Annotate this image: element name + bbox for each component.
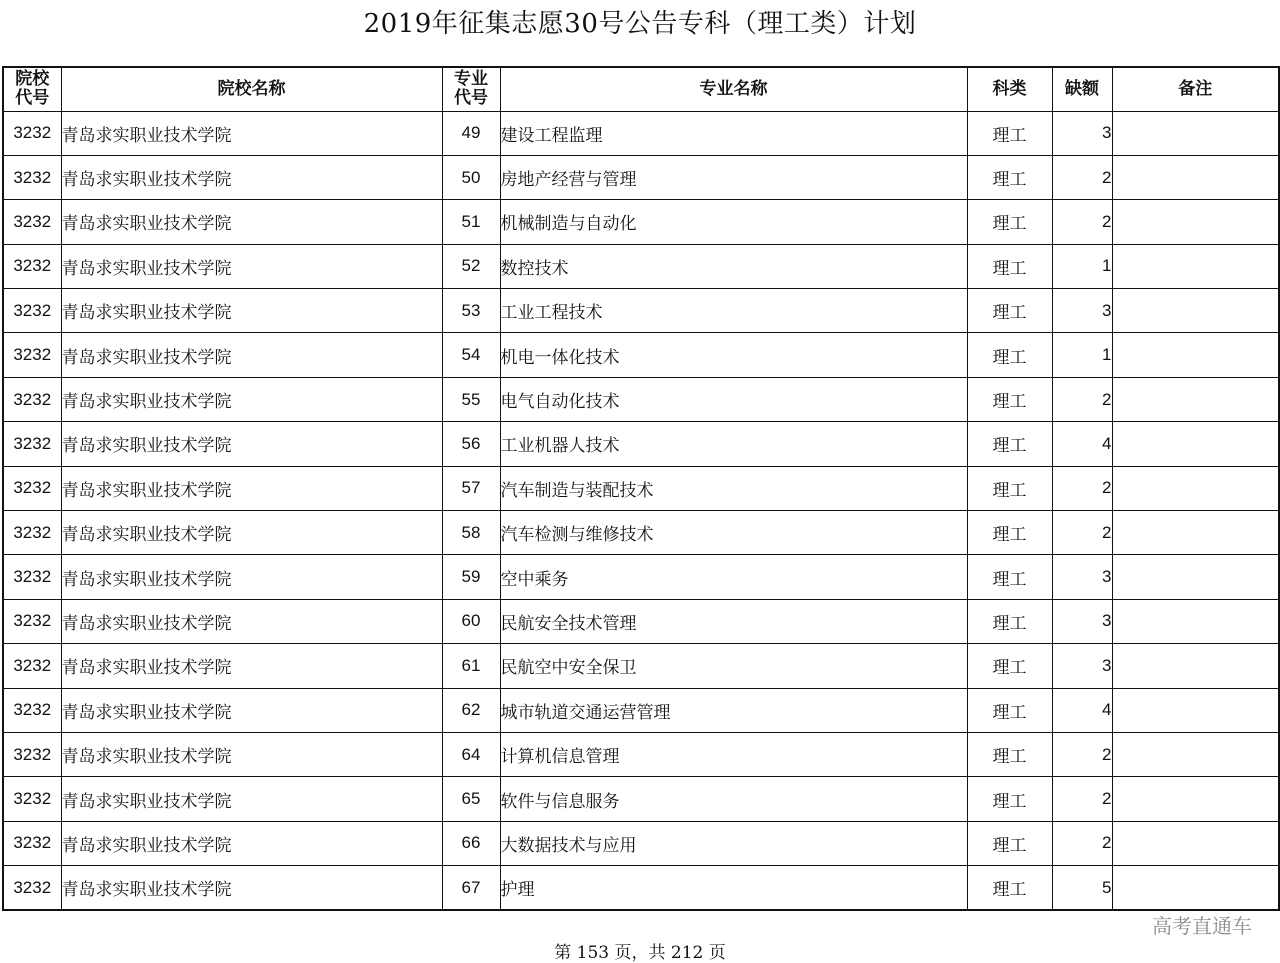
- cell-quota: 1: [1052, 244, 1112, 288]
- cell-quota: 1: [1052, 333, 1112, 377]
- table-row: [3, 821, 1279, 865]
- header-major-code: 专业 代号: [442, 67, 500, 111]
- cell-category: 理工: [967, 155, 1052, 199]
- cell-major-code: 56: [442, 422, 500, 466]
- cell-school-code: 3232: [3, 377, 61, 421]
- cell-major-name: 民航安全技术管理: [500, 599, 967, 643]
- table-row: [3, 377, 1279, 421]
- cell-quota: 3: [1052, 599, 1112, 643]
- cell-category: 理工: [967, 111, 1052, 155]
- header-school-name: 院校名称: [61, 67, 442, 111]
- cell-quota: 2: [1052, 777, 1112, 821]
- cell-school-code: 3232: [3, 732, 61, 776]
- cell-quota: 4: [1052, 688, 1112, 732]
- table-row: [3, 644, 1279, 688]
- cell-category: 理工: [967, 688, 1052, 732]
- cell-category: 理工: [967, 244, 1052, 288]
- cell-school-name: 青岛求实职业技术学院: [61, 244, 442, 288]
- cell-major-name: 汽车制造与装配技术: [500, 466, 967, 510]
- cell-major-code: 60: [442, 599, 500, 643]
- cell-school-name: 青岛求实职业技术学院: [61, 777, 442, 821]
- cell-school-code: 3232: [3, 555, 61, 599]
- cell-category: 理工: [967, 511, 1052, 555]
- cell-school-name: 青岛求实职业技术学院: [61, 644, 442, 688]
- cell-major-code: 57: [442, 466, 500, 510]
- cell-major-name: 大数据技术与应用: [500, 821, 967, 865]
- cell-category: 理工: [967, 200, 1052, 244]
- cell-note: [1112, 155, 1279, 199]
- cell-major-code: 61: [442, 644, 500, 688]
- table-header: [3, 67, 1279, 111]
- cell-quota: 3: [1052, 289, 1112, 333]
- admission-plan-table: [2, 66, 1280, 911]
- cell-note: [1112, 466, 1279, 510]
- cell-school-code: 3232: [3, 599, 61, 643]
- cell-school-name: 青岛求实职业技术学院: [61, 333, 442, 377]
- cell-note: [1112, 777, 1279, 821]
- table-row: [3, 555, 1279, 599]
- cell-quota: 2: [1052, 732, 1112, 776]
- cell-school-name: 青岛求实职业技术学院: [61, 422, 442, 466]
- header-school-code: 院校 代号: [3, 67, 61, 111]
- cell-note: [1112, 511, 1279, 555]
- cell-school-code: 3232: [3, 422, 61, 466]
- cell-major-name: 软件与信息服务: [500, 777, 967, 821]
- cell-school-name: 青岛求实职业技术学院: [61, 511, 442, 555]
- cell-quota: 2: [1052, 511, 1112, 555]
- cell-quota: 2: [1052, 821, 1112, 865]
- cell-major-code: 54: [442, 333, 500, 377]
- header-note: 备注: [1112, 67, 1279, 111]
- cell-category: 理工: [967, 866, 1052, 910]
- table-row: [3, 599, 1279, 643]
- table-row: [3, 777, 1279, 821]
- cell-school-code: 3232: [3, 111, 61, 155]
- cell-quota: 3: [1052, 111, 1112, 155]
- cell-note: [1112, 732, 1279, 776]
- cell-school-code: 3232: [3, 821, 61, 865]
- page-footer: 第 153 页，共 212 页: [554, 943, 726, 963]
- cell-major-name: 机电一体化技术: [500, 333, 967, 377]
- cell-school-name: 青岛求实职业技术学院: [61, 821, 442, 865]
- table-row: [3, 244, 1279, 288]
- cell-major-code: 49: [442, 111, 500, 155]
- cell-note: [1112, 555, 1279, 599]
- cell-school-code: 3232: [3, 644, 61, 688]
- cell-category: 理工: [967, 422, 1052, 466]
- cell-major-code: 50: [442, 155, 500, 199]
- cell-school-code: 3232: [3, 244, 61, 288]
- table-row: [3, 333, 1279, 377]
- cell-school-name: 青岛求实职业技术学院: [61, 599, 442, 643]
- document-title: 2019年征集志愿30号公告专科（理工类）计划: [363, 9, 917, 39]
- cell-school-name: 青岛求实职业技术学院: [61, 732, 442, 776]
- cell-note: [1112, 111, 1279, 155]
- cell-category: 理工: [967, 821, 1052, 865]
- cell-note: [1112, 377, 1279, 421]
- cell-quota: 2: [1052, 377, 1112, 421]
- table-row: [3, 732, 1279, 776]
- cell-major-code: 58: [442, 511, 500, 555]
- cell-note: [1112, 333, 1279, 377]
- cell-note: [1112, 289, 1279, 333]
- cell-note: [1112, 599, 1279, 643]
- cell-school-code: 3232: [3, 466, 61, 510]
- cell-category: 理工: [967, 777, 1052, 821]
- cell-quota: 4: [1052, 422, 1112, 466]
- cell-major-code: 66: [442, 821, 500, 865]
- table-row: [3, 866, 1279, 910]
- cell-major-code: 64: [442, 732, 500, 776]
- cell-major-name: 工业机器人技术: [500, 422, 967, 466]
- cell-category: 理工: [967, 377, 1052, 421]
- cell-category: 理工: [967, 644, 1052, 688]
- cell-quota: 3: [1052, 555, 1112, 599]
- cell-school-name: 青岛求实职业技术学院: [61, 466, 442, 510]
- cell-school-code: 3232: [3, 155, 61, 199]
- cell-note: [1112, 200, 1279, 244]
- table-row: [3, 155, 1279, 199]
- cell-major-name: 汽车检测与维修技术: [500, 511, 967, 555]
- cell-quota: 2: [1052, 466, 1112, 510]
- cell-school-code: 3232: [3, 333, 61, 377]
- cell-major-name: 电气自动化技术: [500, 377, 967, 421]
- cell-category: 理工: [967, 333, 1052, 377]
- cell-quota: 5: [1052, 866, 1112, 910]
- cell-major-name: 护理: [500, 866, 967, 910]
- watermark-text: 高考直通车: [1152, 914, 1252, 938]
- cell-major-code: 52: [442, 244, 500, 288]
- table-row: [3, 200, 1279, 244]
- cell-major-code: 62: [442, 688, 500, 732]
- cell-school-code: 3232: [3, 866, 61, 910]
- cell-school-name: 青岛求实职业技术学院: [61, 200, 442, 244]
- cell-school-code: 3232: [3, 777, 61, 821]
- cell-school-code: 3232: [3, 511, 61, 555]
- cell-note: [1112, 422, 1279, 466]
- header-row: [3, 67, 1279, 111]
- cell-major-name: 计算机信息管理: [500, 732, 967, 776]
- cell-school-code: 3232: [3, 200, 61, 244]
- cell-category: 理工: [967, 466, 1052, 510]
- cell-school-code: 3232: [3, 289, 61, 333]
- cell-school-name: 青岛求实职业技术学院: [61, 866, 442, 910]
- table-row: [3, 289, 1279, 333]
- cell-major-name: 空中乘务: [500, 555, 967, 599]
- table-row: [3, 688, 1279, 732]
- cell-school-name: 青岛求实职业技术学院: [61, 111, 442, 155]
- cell-quota: 2: [1052, 200, 1112, 244]
- cell-category: 理工: [967, 599, 1052, 643]
- header-major-name: 专业名称: [500, 67, 967, 111]
- table-row: [3, 466, 1279, 510]
- table-row: [3, 511, 1279, 555]
- cell-category: 理工: [967, 732, 1052, 776]
- cell-note: [1112, 244, 1279, 288]
- cell-major-code: 51: [442, 200, 500, 244]
- table-body: [3, 111, 1279, 910]
- cell-school-code: 3232: [3, 688, 61, 732]
- cell-note: [1112, 644, 1279, 688]
- cell-major-name: 民航空中安全保卫: [500, 644, 967, 688]
- cell-major-name: 工业工程技术: [500, 289, 967, 333]
- cell-note: [1112, 688, 1279, 732]
- cell-school-name: 青岛求实职业技术学院: [61, 688, 442, 732]
- cell-major-name: 机械制造与自动化: [500, 200, 967, 244]
- table-row: [3, 422, 1279, 466]
- table-row: [3, 111, 1279, 155]
- cell-major-code: 53: [442, 289, 500, 333]
- cell-major-code: 65: [442, 777, 500, 821]
- cell-school-name: 青岛求实职业技术学院: [61, 555, 442, 599]
- cell-major-name: 房地产经营与管理: [500, 155, 967, 199]
- cell-school-name: 青岛求实职业技术学院: [61, 377, 442, 421]
- cell-school-name: 青岛求实职业技术学院: [61, 289, 442, 333]
- cell-major-name: 建设工程监理: [500, 111, 967, 155]
- cell-major-code: 67: [442, 866, 500, 910]
- cell-quota: 2: [1052, 155, 1112, 199]
- cell-major-code: 55: [442, 377, 500, 421]
- cell-quota: 3: [1052, 644, 1112, 688]
- cell-note: [1112, 866, 1279, 910]
- cell-school-name: 青岛求实职业技术学院: [61, 155, 442, 199]
- cell-category: 理工: [967, 289, 1052, 333]
- header-category: 科类: [967, 67, 1052, 111]
- cell-category: 理工: [967, 555, 1052, 599]
- cell-major-name: 城市轨道交通运营管理: [500, 688, 967, 732]
- header-quota: 缺额: [1052, 67, 1112, 111]
- cell-major-code: 59: [442, 555, 500, 599]
- cell-note: [1112, 821, 1279, 865]
- cell-major-name: 数控技术: [500, 244, 967, 288]
